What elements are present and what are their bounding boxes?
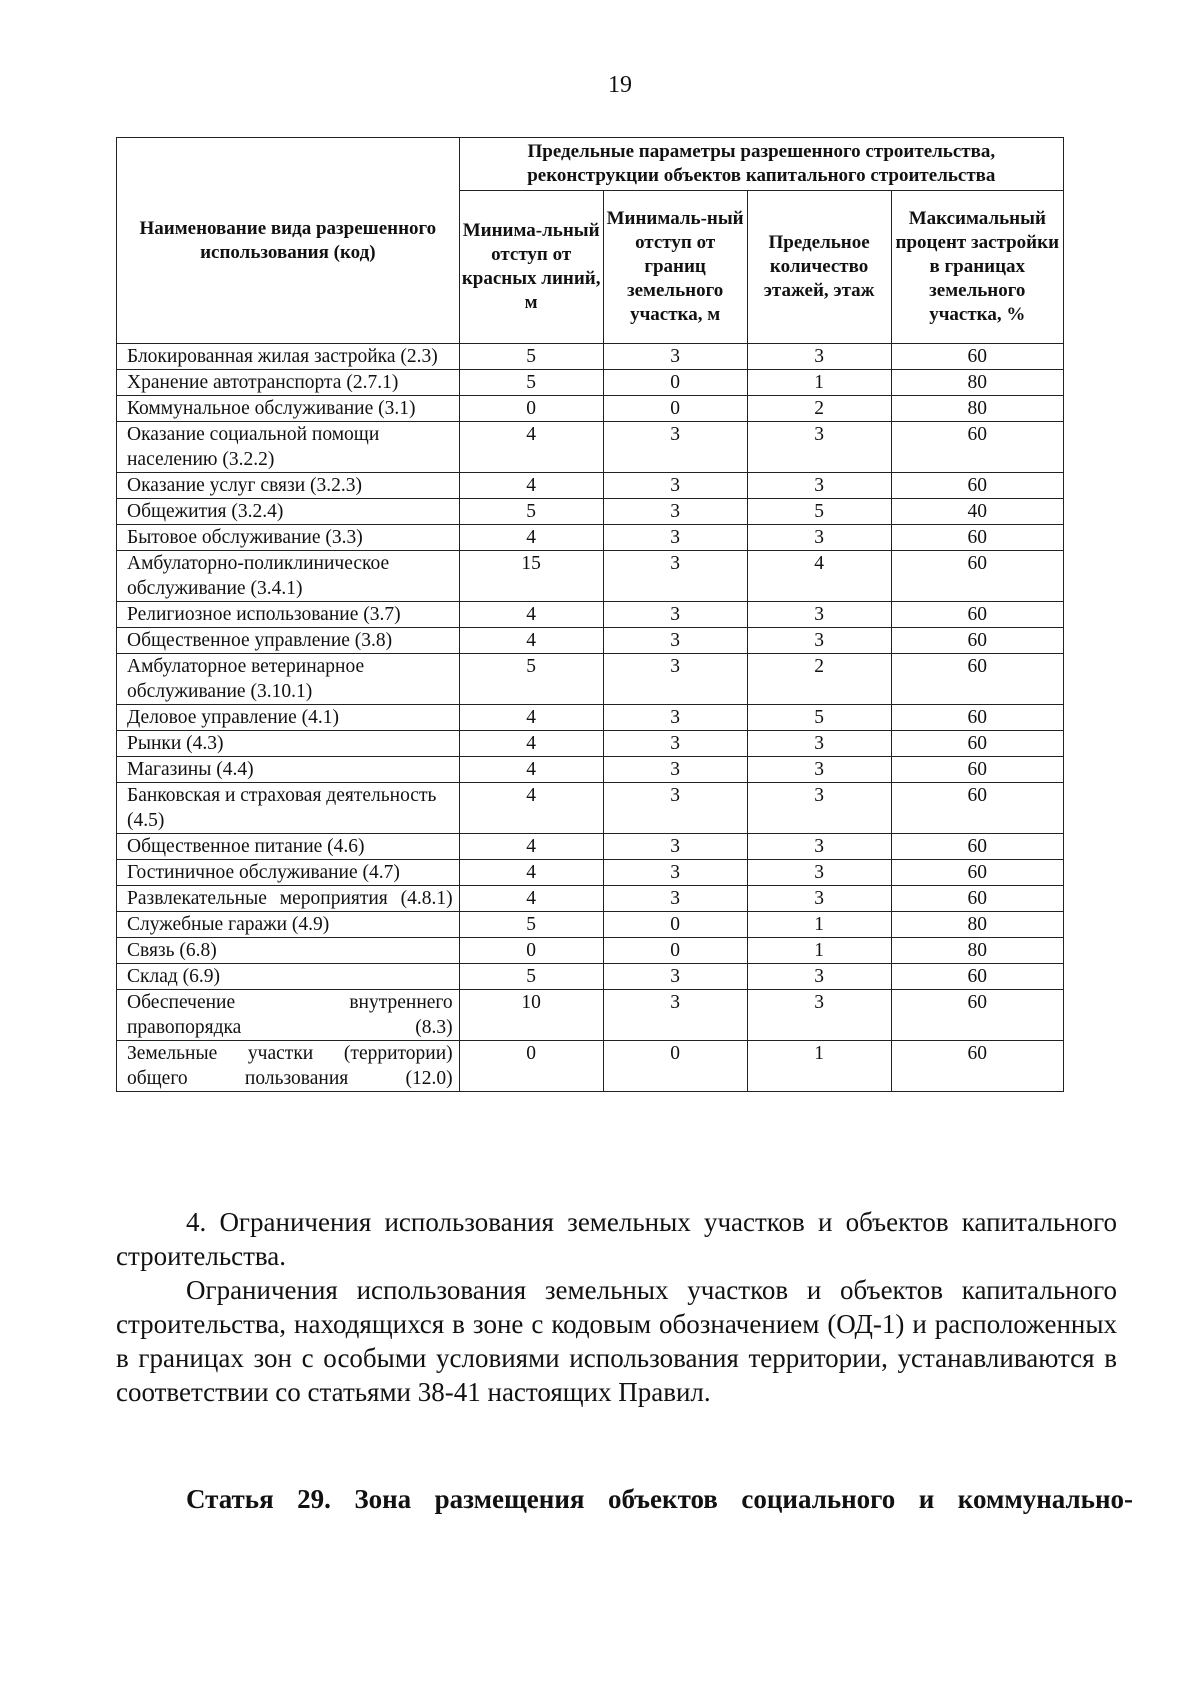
cell-floors: 3 — [747, 628, 891, 654]
cell-red-lines: 5 — [459, 912, 603, 938]
cell-coverage: 60 — [891, 344, 1063, 370]
cell-coverage: 60 — [891, 990, 1063, 1041]
header-name: Наименование вида разрешенного использования (код) — [117, 138, 460, 344]
cell-red-lines: 0 — [459, 396, 603, 422]
cell-red-lines: 4 — [459, 602, 603, 628]
cell-name: Рынки (4.3) — [117, 731, 460, 757]
cell-plot-borders: 3 — [603, 499, 747, 525]
cell-plot-borders: 3 — [603, 473, 747, 499]
cell-coverage: 40 — [891, 499, 1063, 525]
cell-floors: 1 — [747, 938, 891, 964]
cell-plot-borders: 3 — [603, 344, 747, 370]
cell-floors: 3 — [747, 783, 891, 834]
cell-coverage: 60 — [891, 731, 1063, 757]
table-row — [117, 860, 1064, 886]
table-row — [117, 964, 1064, 990]
cell-red-lines: 4 — [459, 860, 603, 886]
cell-plot-borders: 3 — [603, 860, 747, 886]
cell-floors: 3 — [747, 834, 891, 860]
cell-plot-borders: 3 — [603, 834, 747, 860]
table-row — [117, 370, 1064, 396]
table-row — [117, 602, 1064, 628]
cell-name: Общественное управление (3.8) — [117, 628, 460, 654]
cell-red-lines: 5 — [459, 344, 603, 370]
cell-floors: 3 — [747, 344, 891, 370]
cell-red-lines: 4 — [459, 525, 603, 551]
cell-name: Магазины (4.4) — [117, 757, 460, 783]
cell-floors: 3 — [747, 886, 891, 912]
cell-floors: 3 — [747, 860, 891, 886]
cell-plot-borders: 3 — [603, 990, 747, 1041]
page-number: 19 — [608, 72, 632, 98]
cell-floors: 4 — [747, 551, 891, 602]
paragraph-restrictions-title: 4. Ограничения использования земельных участков и объектов капитального строительства. — [116, 1207, 1117, 1271]
table-row — [117, 396, 1064, 422]
cell-plot-borders: 3 — [603, 525, 747, 551]
cell-name: Блокированная жилая застройка (2.3) — [117, 344, 460, 370]
cell-red-lines: 4 — [459, 834, 603, 860]
cell-coverage: 60 — [891, 705, 1063, 731]
cell-coverage: 80 — [891, 370, 1063, 396]
cell-coverage: 60 — [891, 886, 1063, 912]
cell-coverage: 60 — [891, 602, 1063, 628]
table-row — [117, 886, 1064, 912]
cell-plot-borders: 3 — [603, 602, 747, 628]
table-header-row — [117, 138, 1064, 191]
cell-floors: 2 — [747, 396, 891, 422]
cell-red-lines: 5 — [459, 370, 603, 396]
cell-floors: 3 — [747, 964, 891, 990]
cell-floors: 1 — [747, 370, 891, 396]
cell-coverage: 60 — [891, 628, 1063, 654]
cell-floors: 3 — [747, 473, 891, 499]
table-row — [117, 422, 1064, 473]
cell-name: Амбулаторное ветеринарное обслуживание (3.10.1) — [117, 654, 460, 705]
table-row — [117, 938, 1064, 964]
paragraph-restrictions-body: Ограничения использования земельных участков и объектов капитального строительства, находящихся в зоне с кодовым обозначением (ОД-1) и расположенных в границах зон с особыми условиями использования территории, устанавливаются в соответствии со статьями 38-41 настоящих Правил. — [116, 1275, 1117, 1407]
cell-red-lines: 4 — [459, 422, 603, 473]
table-row — [117, 499, 1064, 525]
table-row — [117, 912, 1064, 938]
cell-name: Хранение автотранспорта (2.7.1) — [117, 370, 460, 396]
table-row — [117, 757, 1064, 783]
cell-coverage: 60 — [891, 473, 1063, 499]
cell-floors: 3 — [747, 602, 891, 628]
cell-name: Банковская и страховая деятельность (4.5) — [117, 783, 460, 834]
cell-red-lines: 0 — [459, 938, 603, 964]
cell-name: Развлекательные мероприятия (4.8.1) — [117, 886, 460, 912]
cell-plot-borders: 3 — [603, 422, 747, 473]
table-row — [117, 731, 1064, 757]
cell-red-lines: 5 — [459, 499, 603, 525]
header-group: Предельные параметры разрешенного строительства, реконструкции объектов капитального строительства — [459, 138, 1063, 191]
cell-red-lines: 0 — [459, 1041, 603, 1092]
table-row — [117, 654, 1064, 705]
cell-name: Религиозное использование (3.7) — [117, 602, 460, 628]
cell-plot-borders: 3 — [603, 886, 747, 912]
cell-name: Оказание услуг связи (3.2.3) — [117, 473, 460, 499]
cell-name: Бытовое обслуживание (3.3) — [117, 525, 460, 551]
cell-coverage: 60 — [891, 1041, 1063, 1092]
table-row — [117, 551, 1064, 602]
cell-red-lines: 4 — [459, 731, 603, 757]
cell-coverage: 60 — [891, 525, 1063, 551]
cell-plot-borders: 3 — [603, 964, 747, 990]
cell-plot-borders: 3 — [603, 628, 747, 654]
cell-plot-borders: 3 — [603, 654, 747, 705]
cell-red-lines: 10 — [459, 990, 603, 1041]
cell-plot-borders: 0 — [603, 370, 747, 396]
cell-floors: 3 — [747, 757, 891, 783]
cell-plot-borders: 0 — [603, 396, 747, 422]
cell-coverage: 60 — [891, 551, 1063, 602]
cell-name: Гостиничное обслуживание (4.7) — [117, 860, 460, 886]
cell-red-lines: 4 — [459, 705, 603, 731]
table-row — [117, 783, 1064, 834]
header-floors: Предельное количество этажей, этаж — [747, 191, 891, 344]
article-heading: Статья 29. Зона размещения объектов социального и коммунально- — [186, 1484, 1133, 1514]
table-row — [117, 525, 1064, 551]
cell-red-lines: 15 — [459, 551, 603, 602]
cell-name: Связь (6.8) — [117, 938, 460, 964]
cell-name: Амбулаторно-поликлиническое обслуживание (3.4.1) — [117, 551, 460, 602]
cell-name: Оказание социальной помощи населению (3.2.2) — [117, 422, 460, 473]
cell-plot-borders: 3 — [603, 783, 747, 834]
cell-plot-borders: 3 — [603, 705, 747, 731]
parameters-table — [116, 137, 1064, 1092]
cell-coverage: 60 — [891, 964, 1063, 990]
cell-plot-borders: 0 — [603, 1041, 747, 1092]
cell-floors: 3 — [747, 525, 891, 551]
cell-name: Деловое управление (4.1) — [117, 705, 460, 731]
cell-coverage: 60 — [891, 834, 1063, 860]
cell-coverage: 60 — [891, 422, 1063, 473]
cell-plot-borders: 0 — [603, 912, 747, 938]
cell-plot-borders: 0 — [603, 938, 747, 964]
cell-red-lines: 4 — [459, 473, 603, 499]
cell-name: Обеспечение внутреннего правопорядка (8.3) — [117, 990, 460, 1041]
header-plot-borders: Минималь-ный отступ от границ земельного участка, м — [603, 191, 747, 344]
cell-floors: 3 — [747, 990, 891, 1041]
cell-name: Склад (6.9) — [117, 964, 460, 990]
cell-floors: 1 — [747, 912, 891, 938]
cell-red-lines: 4 — [459, 886, 603, 912]
cell-name: Служебные гаражи (4.9) — [117, 912, 460, 938]
cell-red-lines: 5 — [459, 654, 603, 705]
table-row — [117, 1041, 1064, 1092]
cell-floors: 2 — [747, 654, 891, 705]
cell-name: Земельные участки (территории) общего пользования (12.0) — [117, 1041, 460, 1092]
table-row — [117, 990, 1064, 1041]
header-coverage: Максимальный процент застройки в границах земельного участка, % — [891, 191, 1063, 344]
cell-plot-borders: 3 — [603, 551, 747, 602]
cell-plot-borders: 3 — [603, 757, 747, 783]
cell-name: Общественное питание (4.6) — [117, 834, 460, 860]
cell-name: Коммунальное обслуживание (3.1) — [117, 396, 460, 422]
cell-coverage: 80 — [891, 912, 1063, 938]
table-row — [117, 628, 1064, 654]
cell-floors: 3 — [747, 422, 891, 473]
cell-coverage: 60 — [891, 783, 1063, 834]
cell-name: Общежития (3.2.4) — [117, 499, 460, 525]
cell-coverage: 60 — [891, 654, 1063, 705]
cell-coverage: 60 — [891, 757, 1063, 783]
cell-coverage: 60 — [891, 860, 1063, 886]
table-row — [117, 705, 1064, 731]
cell-floors: 1 — [747, 1041, 891, 1092]
cell-floors: 5 — [747, 499, 891, 525]
header-red-lines: Минима-льный отступ от красных линий, м — [459, 191, 603, 344]
table-row — [117, 473, 1064, 499]
cell-red-lines: 4 — [459, 783, 603, 834]
cell-red-lines: 5 — [459, 964, 603, 990]
table-row — [117, 344, 1064, 370]
cell-floors: 5 — [747, 705, 891, 731]
cell-coverage: 80 — [891, 938, 1063, 964]
cell-red-lines: 4 — [459, 757, 603, 783]
cell-floors: 3 — [747, 731, 891, 757]
cell-red-lines: 4 — [459, 628, 603, 654]
cell-plot-borders: 3 — [603, 731, 747, 757]
table-row — [117, 834, 1064, 860]
table-body — [117, 344, 1064, 1092]
cell-coverage: 80 — [891, 396, 1063, 422]
